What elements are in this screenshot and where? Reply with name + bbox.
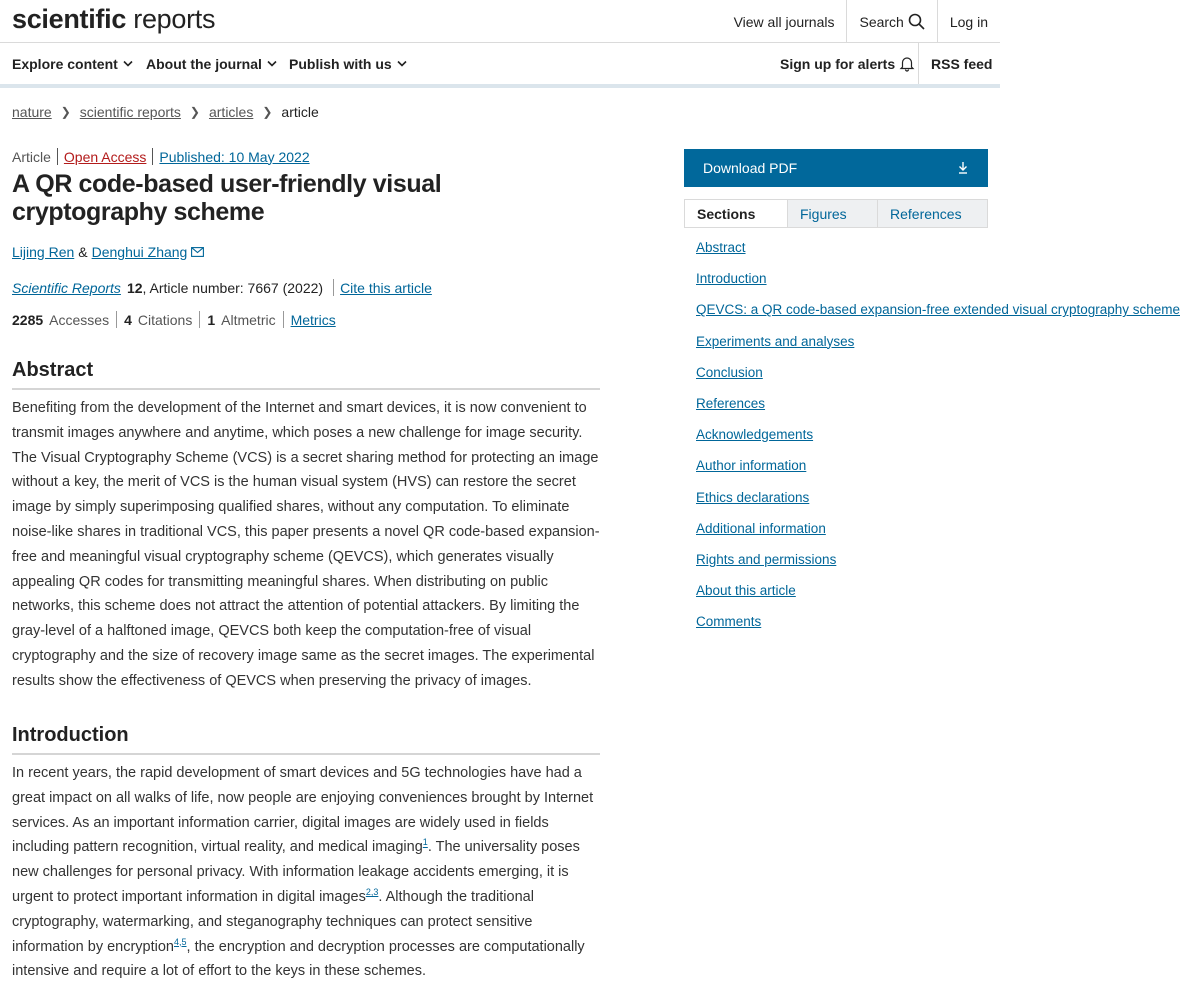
- article-type: Article: [12, 148, 51, 165]
- search-button[interactable]: [846, 0, 936, 43]
- search-icon: [908, 13, 925, 30]
- tab-references[interactable]: References: [877, 200, 987, 227]
- author-link[interactable]: Lijing Ren: [12, 244, 75, 260]
- logo-light-text: reports: [126, 4, 216, 34]
- reference-superscript: [174, 937, 187, 947]
- article-meta: [12, 148, 310, 165]
- section-link-rights[interactable]: Rights and permissions: [696, 551, 837, 567]
- section-link-ethics[interactable]: Ethics declarations: [696, 489, 810, 505]
- section-item: [696, 521, 986, 552]
- intro-part: In recent years, the rapid development of smart devices and 5G technologies have had a great impact on all walks of life, now people are enjoying conveniences brought by Internet services. As an important information carrier, digital images are widely used in fields including pattern recognition, virtual reality, and medical imaging: [12, 765, 594, 856]
- top-bar: [0, 0, 1000, 43]
- volume: 12: [126, 279, 143, 296]
- download-icon: [958, 162, 968, 174]
- section-link-references[interactable]: References: [696, 395, 766, 411]
- section-item: [696, 365, 986, 396]
- section-link-comments[interactable]: Comments: [696, 614, 762, 630]
- article-number: , Article number: 7667 (2022): [142, 279, 324, 296]
- breadcrumb-articles[interactable]: articles: [208, 104, 254, 120]
- open-access-link[interactable]: Open Access: [63, 148, 147, 165]
- section-link-qevcs[interactable]: QEVCS: a QR code-based expansion-free extended visual cryptography scheme: [696, 302, 1180, 318]
- section-item: [696, 302, 1180, 333]
- reference-superscript: [366, 887, 379, 897]
- section-link-experiments[interactable]: Experiments and analyses: [696, 333, 855, 349]
- divider: [283, 311, 284, 328]
- introduction-text: [12, 761, 602, 984]
- subnav-divider: [918, 43, 919, 84]
- breadcrumb: [12, 104, 319, 120]
- login-link[interactable]: [937, 0, 1000, 43]
- published-date-link[interactable]: Published: 10 May 2022: [159, 148, 310, 165]
- citations-count: 4: [124, 311, 132, 328]
- divider: [57, 148, 58, 165]
- chevron-right-icon: ❯: [262, 105, 273, 119]
- login-label: Log in: [949, 13, 988, 30]
- divider: [333, 279, 334, 296]
- article-title: A QR code-based user-friendly visual cryptography scheme: [12, 170, 442, 226]
- author-list: [12, 244, 204, 260]
- download-pdf-label: Download PDF: [703, 160, 798, 176]
- altmetric-label: Altmetric: [221, 311, 276, 328]
- abstract-text: Benefiting from the development of the Internet and smart devices, it is now convenient to transmit images anywhere and anytime, which poses a new challenge for image security. The Visual Cryptography Scheme (VCS) is a secret sharing method for protecting an image without a key, the merit of VCS is the human visual system (HVS) can restore the secret image by simply superimposing qualified shares, without any computation. To eliminate noise-like shares in traditional VCS, this paper presents a novel QR code-based expansion-free and meaningful visual cryptography scheme (QEVCS), which generates visually appealing QR codes for transmitting meaningful shares. When distributing on public networks, this scheme does not attract the attention of potential attackers. By limiting the gray-level of a halftoned image, QEVCS both keep the computation-free of visual cryptography and the size of recovery image same as the secret images. The experimental results show the effectiveness of QEVCS when preserving the privacy of images.: [12, 400, 600, 689]
- section-link-author-information[interactable]: Author information: [696, 458, 807, 474]
- sidebar-tabs: [684, 199, 988, 228]
- tab-sections[interactable]: Sections: [685, 200, 787, 227]
- chevron-down-icon: [397, 60, 407, 67]
- chevron-right-icon: ❯: [60, 105, 71, 119]
- tab-figures[interactable]: Figures: [787, 200, 877, 227]
- search-label: Search: [859, 13, 904, 30]
- section-item: [696, 271, 986, 302]
- section-item: [696, 396, 986, 427]
- introduction-heading: Introduction: [12, 724, 600, 755]
- rss-feed-link[interactable]: [931, 43, 992, 84]
- citations-label: Citations: [137, 311, 193, 328]
- about-journal-menu[interactable]: [146, 43, 277, 84]
- divider: [152, 148, 153, 165]
- sub-nav: [0, 43, 1000, 88]
- section-item: [696, 490, 986, 521]
- breadcrumb-nature[interactable]: nature: [12, 104, 52, 120]
- reference-link[interactable]: 2,3: [365, 887, 379, 898]
- section-item: [696, 334, 986, 365]
- section-item: [696, 552, 986, 583]
- cite-this-article-link[interactable]: Cite this article: [340, 279, 432, 296]
- section-link-abstract[interactable]: Abstract: [696, 240, 746, 255]
- section-link-acknowledgements[interactable]: Acknowledgements: [696, 427, 814, 443]
- accesses-label: Accesses: [49, 311, 110, 328]
- publish-with-us-menu[interactable]: [289, 43, 407, 84]
- section-link-introduction[interactable]: Introduction: [696, 271, 767, 287]
- accesses-count: 2285: [12, 311, 44, 328]
- chevron-down-icon: [123, 60, 133, 67]
- intro-part: . Although the traditional cryptography, watermarking, and steganography techniques can protect sensitive information by encryption: [12, 888, 534, 955]
- divider: [199, 311, 200, 328]
- bell-icon: [900, 56, 914, 71]
- explore-content-label: Explore content: [12, 55, 118, 72]
- journal-logo[interactable]: [12, 4, 215, 35]
- section-link-conclusion[interactable]: Conclusion: [696, 364, 763, 380]
- author-link[interactable]: Denghui Zhang: [91, 244, 188, 260]
- chevron-right-icon: ❯: [189, 105, 200, 119]
- author-separator: &: [78, 244, 88, 260]
- explore-content-menu[interactable]: [12, 43, 133, 84]
- metrics-link[interactable]: Metrics: [290, 311, 336, 328]
- rss-feed-label: RSS feed: [931, 55, 993, 72]
- section-link-about-article[interactable]: About this article: [696, 583, 796, 599]
- abstract-heading: Abstract: [12, 359, 600, 390]
- publish-with-us-label: Publish with us: [289, 55, 392, 72]
- section-item: [696, 614, 986, 645]
- breadcrumb-scientific-reports[interactable]: scientific reports: [79, 104, 181, 120]
- intro-part: , the encryption and decryption processes are computationally intensive and require a lot of effort to the keys in these schemes.: [12, 938, 585, 980]
- sign-up-alerts-button[interactable]: [780, 43, 914, 84]
- journal-link[interactable]: Scientific Reports: [12, 279, 121, 296]
- section-item: [696, 583, 986, 614]
- section-link-additional-information[interactable]: Additional information: [696, 520, 826, 536]
- citation-line: [12, 279, 432, 296]
- view-all-journals-label: View all journals: [733, 13, 835, 30]
- top-nav: [722, 0, 1000, 43]
- altmetric-count: 1: [207, 311, 216, 328]
- article-metrics: [12, 311, 336, 328]
- section-list: [696, 240, 1180, 645]
- breadcrumb-current: article: [281, 104, 319, 120]
- section-item: [696, 458, 986, 489]
- divider: [116, 311, 117, 328]
- view-all-journals-link[interactable]: [722, 0, 847, 43]
- section-item: [696, 240, 986, 271]
- reference-link[interactable]: 4,5: [174, 936, 187, 947]
- reference-link[interactable]: 1: [422, 837, 428, 848]
- about-journal-label: About the journal: [146, 55, 262, 72]
- sign-up-alerts-label: Sign up for alerts: [780, 55, 896, 72]
- intro-part: . The universality poses new challenges for personal privacy. With information leakage accidents emerging, it is urgent to protect important information in digital images: [12, 839, 580, 905]
- section-item: [696, 427, 986, 458]
- logo-bold-text: scientific: [12, 4, 127, 34]
- email-icon[interactable]: [191, 247, 204, 257]
- download-pdf-button[interactable]: [684, 149, 988, 187]
- chevron-down-icon: [267, 60, 277, 67]
